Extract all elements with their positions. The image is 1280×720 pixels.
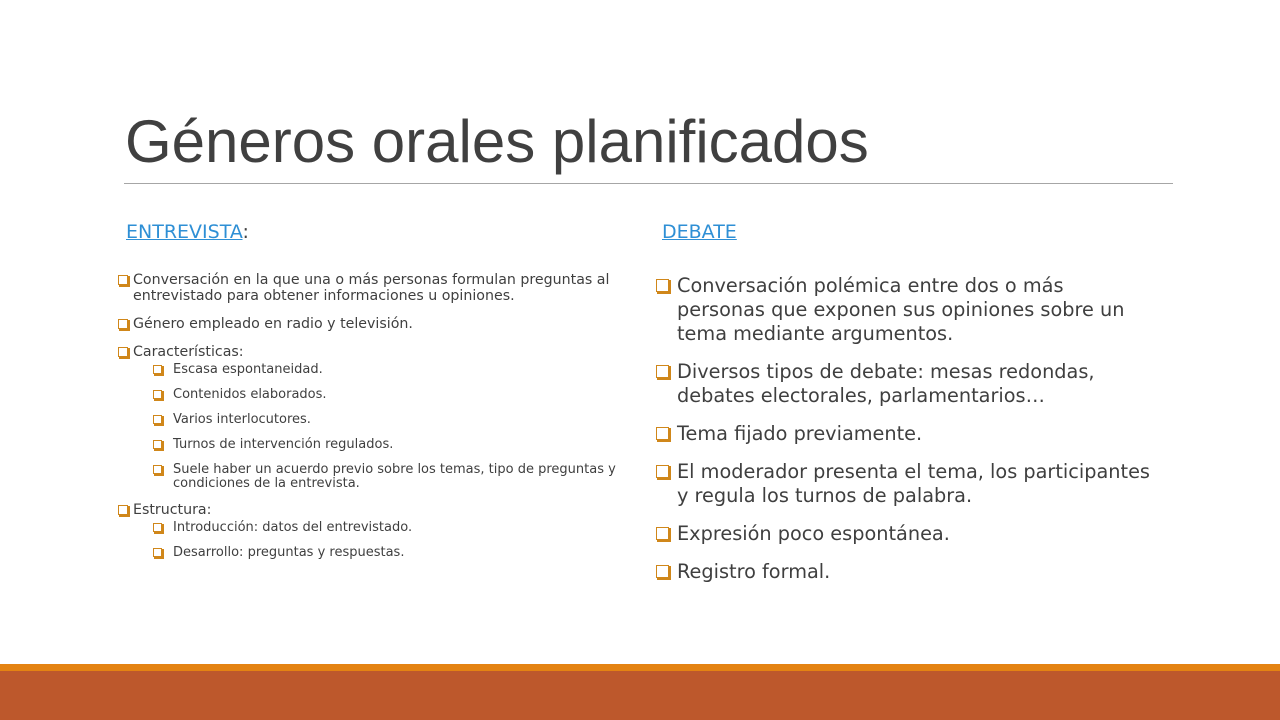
entrevista-item-text: Características: (133, 344, 244, 360)
subitem-text: Suele haber un acuerdo previo sobre los temas, tipo de preguntas y condiciones de la entrevista. (173, 462, 616, 491)
checkbox-bullet-icon (153, 390, 162, 399)
entrevista-link[interactable]: ENTREVISTA (126, 221, 243, 243)
entrevista-heading (126, 218, 249, 246)
checkbox-bullet-icon (656, 565, 669, 578)
caracteristicas-subitem (153, 413, 617, 427)
checkbox-bullet-icon (118, 347, 128, 357)
caracteristicas-subitem (153, 363, 617, 377)
debate-item-text: El moderador presenta el tema, los participantes y regula los turnos de palabra. (677, 460, 1150, 507)
checkbox-bullet-icon (153, 548, 162, 557)
debate-item-text: Expresión poco espontánea. (677, 522, 950, 545)
checkbox-bullet-icon (153, 523, 162, 532)
debate-item (654, 460, 1154, 508)
debate-item-text: Registro formal. (677, 560, 831, 583)
entrevista-list (117, 272, 617, 572)
checkbox-bullet-icon (153, 415, 162, 424)
entrevista-item-text: Estructura: (133, 502, 212, 518)
debate-item (654, 360, 1154, 408)
estructura-subitem (153, 546, 617, 560)
checkbox-bullet-icon (153, 465, 162, 474)
checkbox-bullet-icon (118, 275, 128, 285)
checkbox-bullet-icon (656, 465, 669, 478)
subitem-text: Turnos de intervención regulados. (173, 437, 394, 452)
slide-title: Géneros orales planificados (125, 108, 869, 175)
checkbox-bullet-icon (118, 505, 128, 515)
debate-list (654, 274, 1154, 598)
caracteristicas-sublist (153, 363, 617, 490)
estructura-subitem (153, 521, 617, 535)
subitem-text: Contenidos elaborados. (173, 387, 327, 402)
checkbox-bullet-icon (656, 365, 669, 378)
entrevista-item-caracteristicas (117, 344, 617, 490)
entrevista-item-text: Conversación en la que una o más personas formulan preguntas al entrevistado para obtener informaciones u opiniones. (133, 272, 610, 304)
checkbox-bullet-icon (656, 279, 669, 292)
debate-item (654, 274, 1154, 346)
footer-accent-stripe (0, 664, 1280, 671)
caracteristicas-subitem (153, 463, 617, 490)
checkbox-bullet-icon (656, 527, 669, 540)
footer-bar (0, 671, 1280, 720)
entrevista-item-estructura (117, 502, 617, 560)
estructura-sublist (153, 521, 617, 560)
debate-item-text: Conversación polémica entre dos o más personas que exponen sus opiniones sobre un tema mediante argumentos. (677, 274, 1125, 345)
checkbox-bullet-icon (153, 365, 162, 374)
subitem-text: Introducción: datos del entrevistado. (173, 520, 413, 535)
debate-item-text: Tema fijado previamente. (677, 422, 923, 445)
entrevista-item (117, 272, 617, 304)
subitem-text: Varios interlocutores. (173, 412, 311, 427)
checkbox-bullet-icon (118, 319, 128, 329)
entrevista-item (117, 316, 617, 332)
debate-item (654, 522, 1154, 546)
debate-item (654, 560, 1154, 584)
debate-link[interactable]: DEBATE (662, 221, 737, 243)
subitem-text: Desarrollo: preguntas y respuestas. (173, 545, 405, 560)
checkbox-bullet-icon (153, 440, 162, 449)
subitem-text: Escasa espontaneidad. (173, 362, 323, 377)
entrevista-item-text: Género empleado en radio y televisión. (133, 316, 413, 332)
checkbox-bullet-icon (656, 427, 669, 440)
debate-heading (662, 218, 737, 246)
entrevista-heading-colon: : (242, 221, 249, 243)
title-divider (124, 183, 1173, 184)
caracteristicas-subitem (153, 438, 617, 452)
caracteristicas-subitem (153, 388, 617, 402)
debate-item-text: Diversos tipos de debate: mesas redondas, debates electorales, parlamentarios… (677, 360, 1095, 407)
debate-item (654, 422, 1154, 446)
